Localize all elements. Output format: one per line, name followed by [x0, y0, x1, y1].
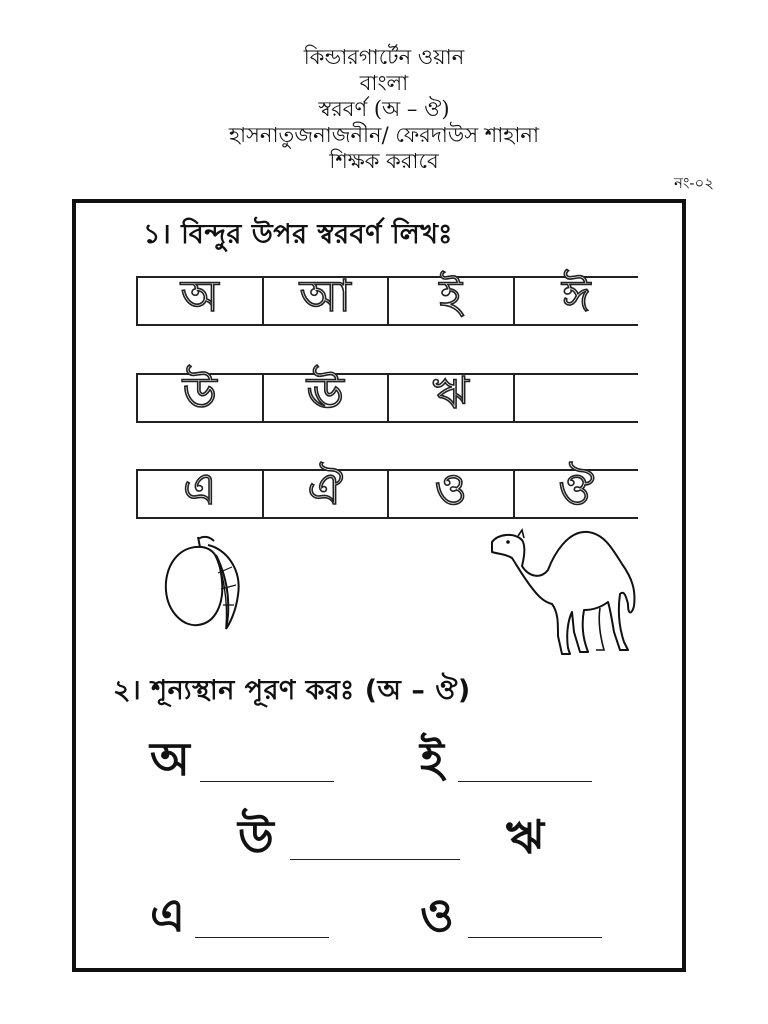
fill-letter: এ [150, 888, 185, 942]
fill-blank[interactable] [458, 779, 592, 782]
question-2-title: ২। শূন্যস্থান পূরণ করঃ (অ – ঔ) [113, 675, 471, 706]
trace-letter: ঊ [306, 368, 344, 419]
trace-letter: ঋ [432, 368, 469, 419]
sheet-number: নং-০২ [674, 174, 714, 192]
fill-blank[interactable] [468, 935, 602, 938]
trace-cell[interactable] [513, 271, 639, 324]
teacher-note: শিক্ষক করাবে [329, 149, 439, 173]
camel-icon [488, 524, 642, 656]
fill-letter: অ [150, 732, 190, 786]
trace-cell[interactable] [262, 271, 388, 324]
question-1-title: ১। বিন্দুর উপর স্বরবর্ণ লিখঃ [143, 219, 453, 250]
trace-cell[interactable] [387, 464, 513, 517]
fill-letter: উ [238, 810, 274, 864]
trace-row-2 [136, 368, 638, 423]
trace-cell[interactable] [136, 368, 262, 421]
trace-letter: এ [183, 464, 217, 515]
trace-letter: ও [434, 464, 467, 515]
author-names: হাসনাতুজনাজনীন/ ফেরদাউস শাহানা [228, 123, 540, 147]
fill-item [150, 888, 329, 942]
worksheet-header [0, 44, 768, 174]
topic-name: স্বরবর্ণ (অ – ঔ) [318, 97, 450, 121]
trace-letter: আ [299, 271, 351, 322]
trace-letter: ঐ [307, 464, 343, 515]
fill-blank[interactable] [200, 779, 334, 782]
trace-cell[interactable] [262, 464, 388, 517]
trace-cell[interactable] [387, 271, 513, 324]
fill-item [150, 732, 334, 786]
fill-letter: ঋ [506, 810, 545, 864]
subject-name: বাংলা [359, 71, 409, 95]
trace-letter: ই [439, 271, 463, 322]
fill-item [238, 810, 460, 864]
trace-cell[interactable] [513, 375, 639, 421]
trace-cell[interactable] [387, 368, 513, 421]
school-name: কিন্ডারগার্টেন ওয়ান [303, 45, 465, 69]
fill-letter: ও [420, 888, 454, 942]
fill-item [420, 888, 602, 942]
fill-item [506, 810, 545, 864]
trace-letter: ঈ [561, 271, 591, 322]
trace-cell[interactable] [262, 368, 388, 421]
trace-letter: উ [182, 368, 217, 419]
trace-cell[interactable] [513, 464, 639, 517]
mango-icon [158, 533, 252, 633]
fill-blank[interactable] [195, 935, 329, 938]
trace-row-1 [136, 271, 638, 326]
trace-cell[interactable] [136, 271, 262, 324]
fill-item [420, 732, 592, 786]
trace-row-3 [136, 464, 638, 519]
trace-cell[interactable] [136, 464, 262, 517]
fill-letter: ই [420, 732, 444, 786]
trace-letter: অ [180, 271, 219, 322]
trace-letter: ঔ [558, 464, 595, 515]
fill-blank[interactable] [290, 857, 460, 860]
